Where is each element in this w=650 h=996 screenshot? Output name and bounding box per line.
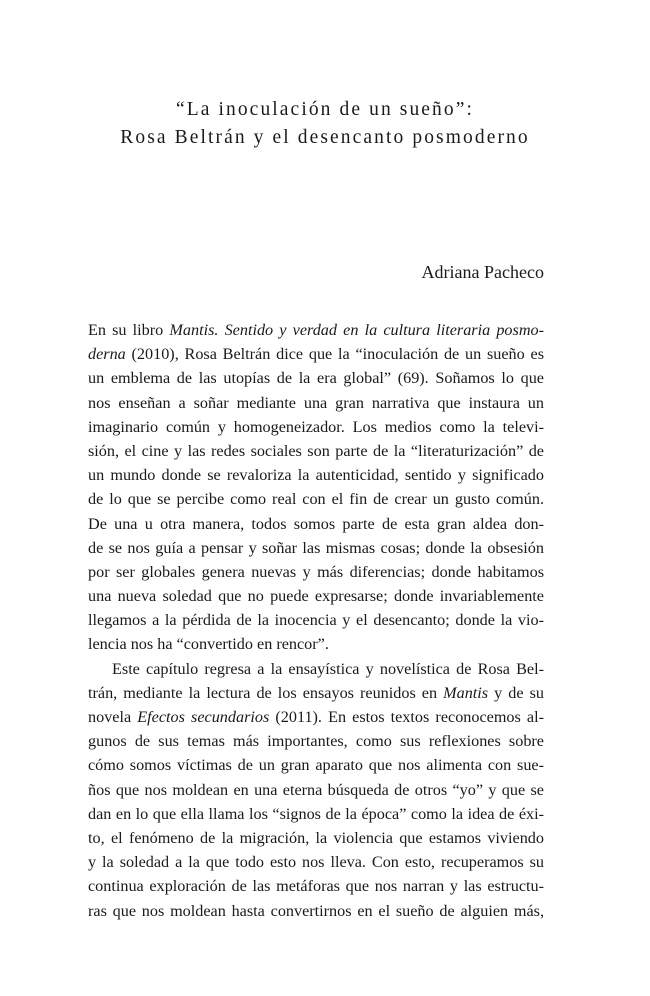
paragraph-2-line: trán, mediante la lectura de los ensayos reunidos en Mantis y de su — [88, 683, 544, 702]
paragraph-1-line: De una u otra manera, todos somos parte de esta gran aldea don- — [88, 514, 544, 533]
body-text — [88, 318, 544, 923]
paragraph-2-line: Este capítulo regresa a la ensayística y novelística de Rosa Bel- — [112, 659, 544, 678]
paragraph-1-line: un emblema de las utopías de la era global” (69). Soñamos lo que — [88, 369, 544, 388]
paragraph-1-line: imaginario común y homogeneizador. Los medios como la televi- — [88, 417, 544, 436]
paragraph-1-line: de se nos guía a pensar y soñar las mismas cosas; donde la obsesión — [88, 538, 544, 557]
paragraph-2-line: to, el fenómeno de la migración, la violencia que estamos viviendo — [88, 828, 544, 847]
paragraph-2-line: y la soledad a la que todo esto nos lleva. Con esto, recuperamos su — [88, 853, 544, 872]
chapter-title-line-1: “La inoculación de un sueño”: — [175, 99, 475, 120]
paragraph-1-line: nos enseñan a soñar mediante una gran narrativa que instaura un — [88, 393, 544, 412]
paragraph-2-line: ras que nos moldean hasta convertirnos en el sueño de alguien más, — [88, 901, 544, 920]
paragraph-1-line: por ser globales genera nuevas y más diferencias; donde habitamos — [88, 562, 544, 581]
paragraph-1-line: una nueva soledad que no puede expresarse; donde invariablemente — [88, 587, 544, 606]
paragraph-2-line: novela Efectos secundarios (2011). En estos textos reconocemos al- — [88, 708, 545, 726]
chapter-title-line-2: Rosa Beltrán y el desencanto posmoderno — [120, 127, 530, 148]
author-name: Adriana Pacheco — [421, 262, 544, 282]
paragraph-2-line: dan en lo que ella llama los “signos de la época” como la idea de éxi- — [88, 804, 544, 823]
paragraph-1-line: lencia nos ha “convertido en rencor”. — [88, 635, 329, 654]
paragraph-1-line: derna (2010), Rosa Beltrán dice que la “inoculación de un sueño es — [88, 345, 544, 364]
paragraph-2-line: continua exploración de las metáforas que nos narran y las estructu- — [88, 877, 544, 896]
chapter-title — [0, 96, 650, 152]
paragraph-2-line: gunos de sus temas más importantes, como sus reflexiones sobre — [88, 732, 544, 751]
paragraph-1-line: llegamos a la pérdida de la inocencia y el desencanto; donde la vio- — [88, 611, 544, 630]
paragraph-2-line: cómo somos víctimas de un gran aparato que nos alimenta con sue- — [88, 756, 544, 775]
paragraph-2-line: ños que nos moldean en una eterna búsqueda de otros “yo” y que se — [88, 780, 544, 799]
paragraph-1-line: En su libro Mantis. Sentido y verdad en la cultura literaria posmo- — [88, 321, 545, 339]
paragraph-1-line: de lo que se percibe como real con el fin de crear un gusto común. — [88, 490, 544, 509]
paragraph-1-line: sión, el cine y las redes sociales son parte de la “literaturización” de — [88, 441, 544, 460]
paragraph-1-line: un mundo donde se revaloriza la autenticidad, sentido y significado — [88, 466, 544, 485]
